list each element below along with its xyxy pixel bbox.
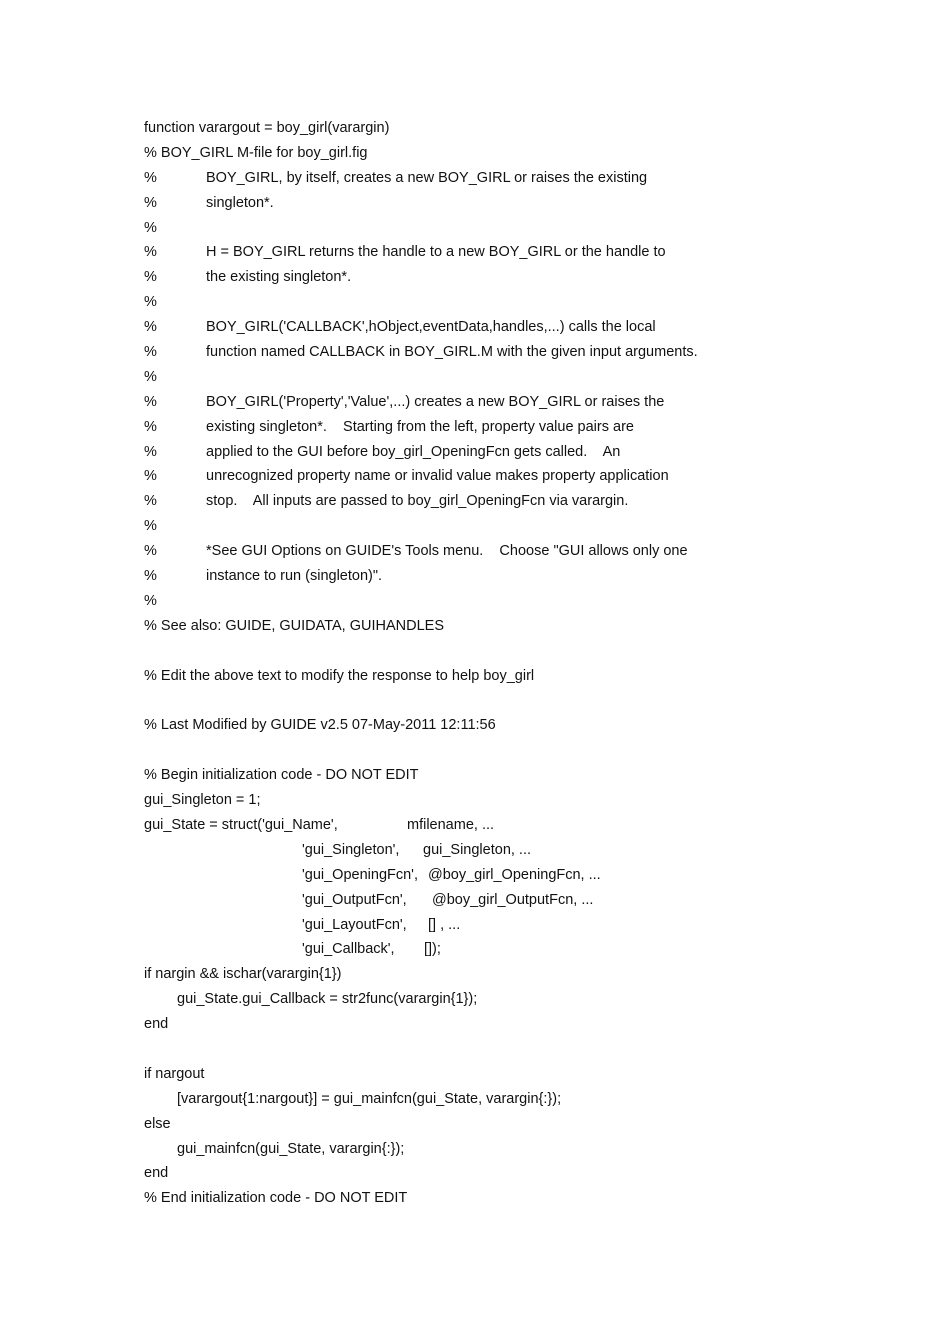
struct-pair-line: 'gui_LayoutFcn', [] , ... — [302, 916, 461, 933]
singleton-assignment: gui_Singleton = 1; — [144, 792, 261, 809]
help-comment-line: % applied to the GUI before boy_girl_OpeningFcn gets called. An — [144, 443, 621, 460]
edit-note-comment: % Edit the above text to modify the response to help boy_girl — [144, 667, 535, 684]
help-comment-line: % H = BOY_GIRL returns the handle to a new BOY_GIRL or the handle to — [144, 244, 666, 261]
help-comment-line: % — [144, 219, 157, 236]
if-nargout-statement: if nargout — [144, 1065, 205, 1082]
mainfcn-no-output: gui_mainfcn(gui_State, varargin{:}); — [177, 1140, 405, 1157]
help-comment-line: % existing singleton*. Starting from the left, property value pairs are — [144, 418, 634, 435]
struct-pair-line: 'gui_OpeningFcn', @boy_girl_OpeningFcn, ... — [302, 866, 601, 883]
help-comment-line: % — [144, 592, 157, 609]
see-also-comment: % See also: GUIDE, GUIDATA, GUIHANDLES — [144, 617, 445, 634]
end-statement: end — [144, 1165, 169, 1182]
help-comment-line: % BOY_GIRL('Property','Value',...) creates a new BOY_GIRL or raises the — [144, 393, 665, 410]
function-declaration: function varargout = boy_girl(varargin) — [144, 120, 390, 136]
help-comment-line: % function named CALLBACK in BOY_GIRL.M with the given input arguments. — [144, 344, 698, 361]
help-comment-line: % stop. All inputs are passed to boy_girl_OpeningFcn via varargin. — [144, 493, 629, 510]
help-comment-line: % unrecognized property name or invalid value makes property application — [144, 468, 669, 485]
blank-line — [144, 1037, 864, 1062]
help-comment-line: % *See GUI Options on GUIDE's Tools menu. Choose "GUI allows only one — [144, 543, 688, 560]
matlab-code-listing — [144, 116, 864, 1211]
begin-init-comment: % Begin initialization code - DO NOT EDIT — [144, 767, 419, 784]
struct-pair-line: 'gui_Singleton', gui_Singleton, ... — [302, 841, 532, 858]
struct-pair-line: 'gui_Callback', []); — [302, 941, 441, 958]
else-statement: else — [144, 1115, 171, 1132]
mainfcn-with-output: [varargout{1:nargout}] = gui_mainfcn(gui_State, varargin{:}); — [177, 1090, 562, 1107]
end-statement: end — [144, 1016, 169, 1033]
struct-pair-line: 'gui_OutputFcn', @boy_girl_OutputFcn, ... — [302, 891, 594, 908]
blank-line — [144, 639, 864, 664]
blank-line — [144, 688, 864, 713]
help-comment-line: % — [144, 518, 157, 535]
mfile-comment: % BOY_GIRL M-file for boy_girl.fig — [144, 144, 368, 161]
help-comment-line: % — [144, 294, 157, 311]
help-comment-line: % singleton*. — [144, 194, 274, 211]
end-init-comment: % End initialization code - DO NOT EDIT — [144, 1190, 408, 1207]
help-comment-line: % BOY_GIRL('CALLBACK',hObject,eventData,handles,...) calls the local — [144, 319, 656, 336]
help-comment-line: % instance to run (singleton)". — [144, 568, 383, 585]
if-nargin-statement: if nargin && ischar(varargin{1}) — [144, 966, 342, 983]
last-modified-comment: % Last Modified by GUIDE v2.5 07-May-2011 12:11:56 — [144, 717, 496, 734]
gui-state-struct-first: gui_State = struct('gui_Name', mfilename, ... — [144, 816, 495, 833]
help-comment-line: % BOY_GIRL, by itself, creates a new BOY_GIRL or raises the existing — [144, 169, 648, 186]
help-comment-line: % the existing singleton*. — [144, 269, 352, 286]
help-comment-line: % — [144, 368, 157, 385]
blank-line — [144, 738, 864, 763]
set-callback-statement: gui_State.gui_Callback = str2func(varargin{1}); — [177, 991, 478, 1008]
